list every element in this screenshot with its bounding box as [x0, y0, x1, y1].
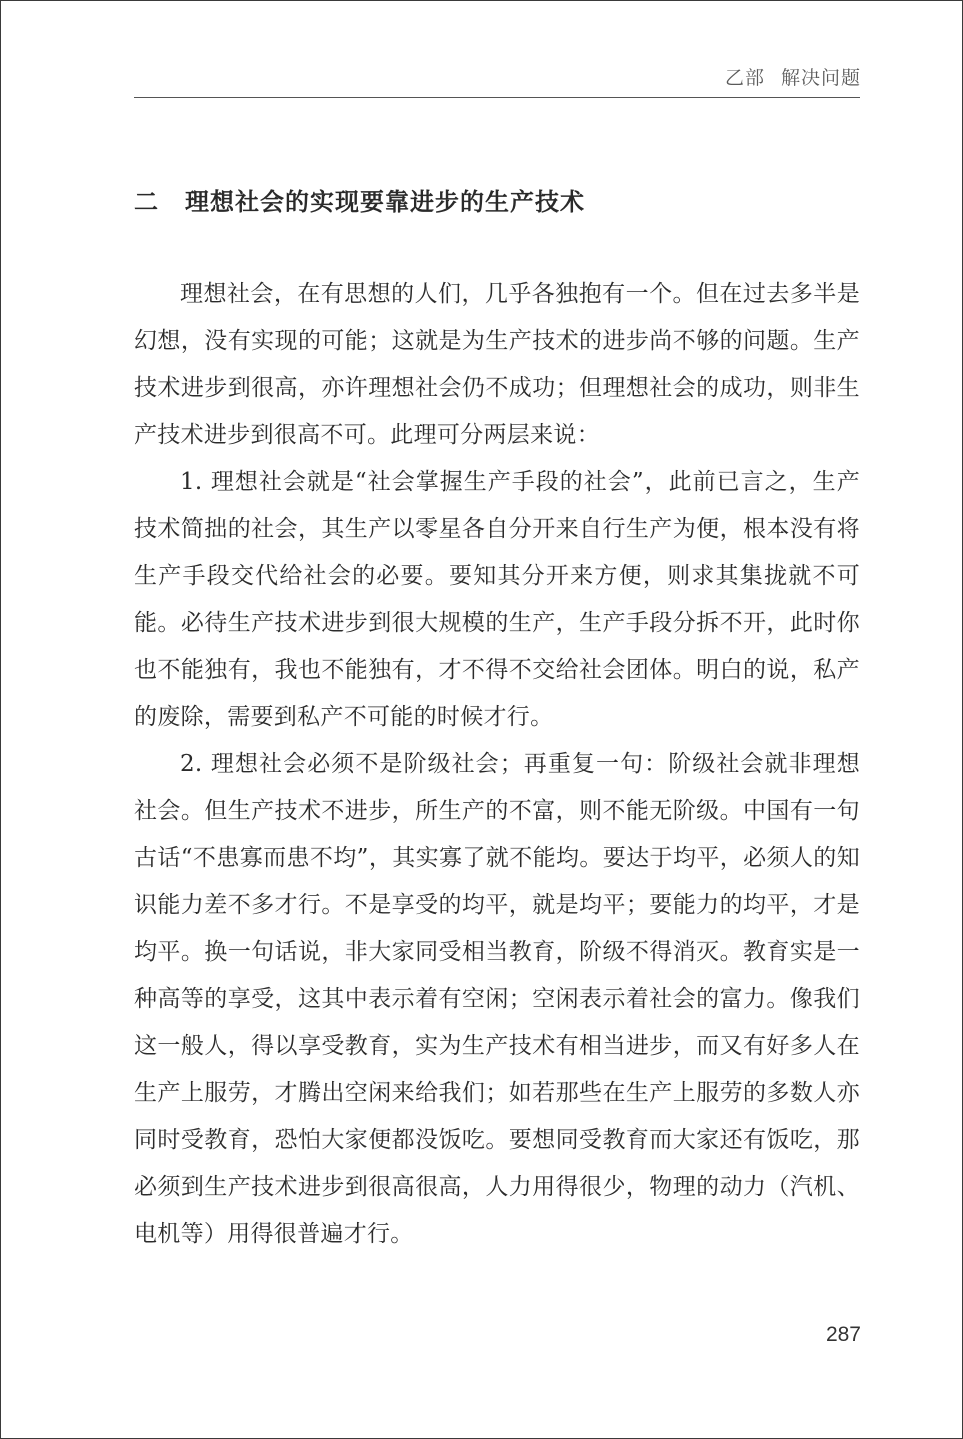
paragraph-point-2: 2. 理想社会必须不是阶级社会；再重复一句：阶级社会就非理想社会。但生产技术不进步，所生产的不富，则不能无阶级。中国有一句古话“不患寡而患不均”，其实寡了就不能均。要达于均平，必须人的知识能力差不多才行。不是享受的均平，就是均平；要能力的均平，才是均平。换一句话说，非大家同受相当教育，阶级不得消灭。教育实是一种高等的享受，这其中表示着有空闲；空闲表示着社会的富力。像我们这一般人，得以享受教育，实为生产技术有相当进步，而又有好多人在生产上服劳，才腾出空闲来给我们；如若那些在生产上服劳的多数人亦同时受教育，恐怕大家便都没饭吃。要想同受教育而大家还有饭吃，那必须到生产技术进步到很高很高，人力用得很少，物理的动力（汽机、电机等）用得很普遍才行。 — [134, 751, 860, 1247]
page-number: 287 — [825, 1323, 861, 1346]
running-header — [701, 63, 861, 90]
section-heading — [134, 182, 585, 217]
section-title: 理想社会的实现要靠进步的生产技术 — [185, 188, 585, 216]
section-number: 二 — [134, 188, 159, 216]
paragraph-intro: 理想社会，在有思想的人们，几乎各独抱有一个。但在过去多半是幻想，没有实现的可能；这就是为生产技术的进步尚不够的问题。生产技术进步到很高，亦许理想社会仍不成功；但理想社会的成功，则非生产技术进步到很高不可。此理可分两层来说： — [134, 281, 860, 448]
body-text — [134, 271, 860, 1258]
header-part-label: 乙部 — [724, 67, 765, 89]
header-rule — [134, 97, 860, 98]
header-chapter-title: 解决问题 — [780, 67, 861, 89]
paragraph-point-1: 1. 理想社会就是“社会掌握生产手段的社会”，此前已言之，生产技术简拙的社会，其生产以零星各自分开来自行生产为便，根本没有将生产手段交代给社会的必要。要知其分开来方便，则求其集拢就不可能。必待生产技术进步到很大规模的生产，生产手段分拆不开，此时你也不能独有，我也不能独有，才不得不交给社会团体。明白的说，私产的废除，需要到私产不可能的时候才行。 — [134, 469, 860, 730]
